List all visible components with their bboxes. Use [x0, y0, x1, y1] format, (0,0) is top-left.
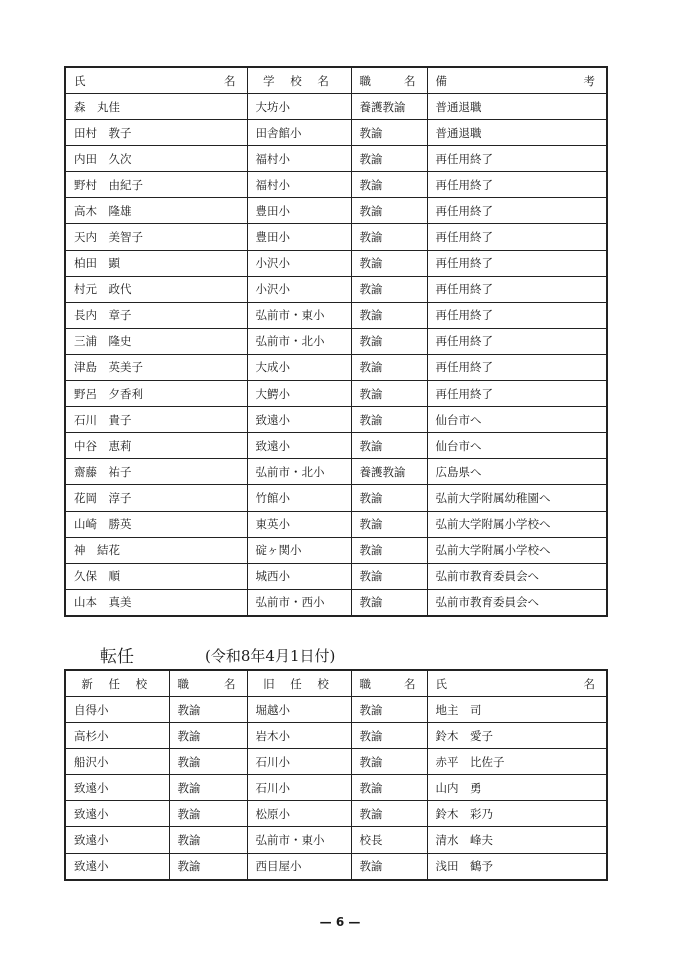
cell-name: 神 結花 [65, 537, 247, 563]
cell-school: 大坊小 [247, 94, 351, 120]
cell-name: 山崎 勝英 [65, 511, 247, 537]
cell-name: 柏田 顕 [65, 250, 247, 276]
cell-position: 教諭 [351, 250, 427, 276]
cell-name: 天内 美智子 [65, 224, 247, 250]
cell-school: 大鰐小 [247, 381, 351, 407]
cell-note: 仙台市へ [427, 433, 607, 459]
cell-name: 村元 政代 [65, 276, 247, 302]
cell-position: 教諭 [351, 853, 427, 880]
cell-position: 教諭 [351, 511, 427, 537]
cell-old-school: 石川小 [247, 749, 351, 775]
table-row [65, 563, 607, 589]
table-row [65, 697, 607, 723]
cell-new-school: 船沢小 [65, 749, 169, 775]
cell-school: 豊田小 [247, 224, 351, 250]
cell-old-school: 西目屋小 [247, 853, 351, 880]
cell-position: 教諭 [351, 120, 427, 146]
table-row [65, 354, 607, 380]
cell-position: 教諭 [169, 827, 247, 853]
cell-position: 教諭 [351, 328, 427, 354]
cell-position: 教諭 [351, 172, 427, 198]
cell-position: 教諭 [351, 537, 427, 563]
cell-position: 教諭 [351, 775, 427, 801]
table-row [65, 775, 607, 801]
cell-note: 弘前市教育委員会へ [427, 563, 607, 589]
cell-name: 中谷 恵莉 [65, 433, 247, 459]
cell-position: 教諭 [169, 749, 247, 775]
table-row [65, 224, 607, 250]
table-row [65, 853, 607, 880]
cell-school: 小沢小 [247, 250, 351, 276]
cell-school: 致遠小 [247, 433, 351, 459]
cell-old-school: 堀越小 [247, 697, 351, 723]
cell-name: 赤平 比佐子 [427, 749, 607, 775]
cell-position: 教諭 [169, 853, 247, 880]
cell-note: 再任用終了 [427, 276, 607, 302]
table-row [65, 120, 607, 146]
table-row [65, 407, 607, 433]
table-row [65, 198, 607, 224]
cell-school: 田舎館小 [247, 120, 351, 146]
cell-old-school: 弘前市・東小 [247, 827, 351, 853]
cell-school: 弘前市・北小 [247, 328, 351, 354]
cell-note: 弘前市教育委員会へ [427, 589, 607, 616]
cell-name: 内田 久次 [65, 146, 247, 172]
cell-new-school: 致遠小 [65, 775, 169, 801]
cell-name: 地主 司 [427, 697, 607, 723]
table-row [65, 328, 607, 354]
cell-position: 教諭 [351, 276, 427, 302]
cell-position: 教諭 [351, 381, 427, 407]
cell-new-school: 致遠小 [65, 801, 169, 827]
cell-name: 田村 教子 [65, 120, 247, 146]
table-row [65, 723, 607, 749]
cell-position: 教諭 [169, 697, 247, 723]
cell-position: 教諭 [351, 749, 427, 775]
table-row [65, 749, 607, 775]
cell-school: 豊田小 [247, 198, 351, 224]
cell-name: 浅田 鶴予 [427, 853, 607, 880]
header-new-school: 新 任 校 [65, 670, 169, 697]
transfer-section-title: 転任 [100, 647, 134, 667]
cell-note: 弘前大学附属幼稚園へ [427, 485, 607, 511]
cell-school: 弘前市・西小 [247, 589, 351, 616]
cell-note: 再任用終了 [427, 328, 607, 354]
cell-name: 野村 由紀子 [65, 172, 247, 198]
table-row [65, 511, 607, 537]
table-row [65, 276, 607, 302]
cell-position: 教諭 [169, 723, 247, 749]
table-row [65, 537, 607, 563]
cell-school: 弘前市・東小 [247, 302, 351, 328]
header-position-2: 職 名 [351, 670, 427, 697]
cell-school: 竹館小 [247, 485, 351, 511]
cell-note: 再任用終了 [427, 172, 607, 198]
cell-position: 教諭 [351, 146, 427, 172]
cell-name: 野呂 夕香利 [65, 381, 247, 407]
cell-position: 教諭 [351, 354, 427, 380]
cell-position: 教諭 [351, 407, 427, 433]
cell-school: 小沢小 [247, 276, 351, 302]
cell-school: 東英小 [247, 511, 351, 537]
cell-name: 齋藤 祐子 [65, 459, 247, 485]
cell-old-school: 松原小 [247, 801, 351, 827]
cell-old-school: 石川小 [247, 775, 351, 801]
cell-school: 城西小 [247, 563, 351, 589]
table-row [65, 801, 607, 827]
cell-name: 花岡 淳子 [65, 485, 247, 511]
cell-position: 教諭 [351, 563, 427, 589]
cell-position: 教諭 [351, 433, 427, 459]
cell-position: 教諭 [351, 485, 427, 511]
header-old-school: 旧 任 校 [247, 670, 351, 697]
header-position-1: 職 名 [169, 670, 247, 697]
header-name: 氏 名 [65, 67, 247, 94]
cell-note: 広島県へ [427, 459, 607, 485]
cell-position: 教諭 [351, 723, 427, 749]
cell-position: 教諭 [351, 302, 427, 328]
cell-school: 福村小 [247, 172, 351, 198]
cell-name: 長内 章子 [65, 302, 247, 328]
cell-note: 再任用終了 [427, 381, 607, 407]
page-number: — 6 — [319, 915, 361, 929]
retirement-table [64, 66, 608, 617]
cell-name: 山内 勇 [427, 775, 607, 801]
cell-name: 鈴木 彩乃 [427, 801, 607, 827]
cell-position: 教諭 [351, 224, 427, 250]
header-position: 職 名 [351, 67, 427, 94]
cell-note: 再任用終了 [427, 198, 607, 224]
cell-school: 大成小 [247, 354, 351, 380]
cell-note: 弘前大学附属小学校へ [427, 511, 607, 537]
header-school: 学 校 名 [247, 67, 351, 94]
cell-name: 高木 隆雄 [65, 198, 247, 224]
cell-note: 普通退職 [427, 120, 607, 146]
cell-note: 普通退職 [427, 94, 607, 120]
cell-note: 弘前大学附属小学校へ [427, 537, 607, 563]
cell-position: 教諭 [351, 801, 427, 827]
cell-name: 清水 峰夫 [427, 827, 607, 853]
cell-note: 再任用終了 [427, 224, 607, 250]
cell-new-school: 自得小 [65, 697, 169, 723]
table-row [65, 827, 607, 853]
cell-school: 弘前市・北小 [247, 459, 351, 485]
cell-school: 致遠小 [247, 407, 351, 433]
header-note: 備 考 [427, 67, 607, 94]
table-row [65, 146, 607, 172]
cell-name: 森 丸佳 [65, 94, 247, 120]
table-row [65, 459, 607, 485]
cell-position: 校長 [351, 827, 427, 853]
table-row [65, 94, 607, 120]
cell-note: 再任用終了 [427, 354, 607, 380]
cell-position: 教諭 [351, 589, 427, 616]
table-row [65, 302, 607, 328]
cell-school: 碇ヶ関小 [247, 537, 351, 563]
table-row [65, 250, 607, 276]
cell-new-school: 高杉小 [65, 723, 169, 749]
retirement-header-row [65, 67, 607, 94]
cell-position: 教諭 [169, 775, 247, 801]
cell-note: 再任用終了 [427, 250, 607, 276]
cell-name: 石川 貴子 [65, 407, 247, 433]
cell-name: 津島 英美子 [65, 354, 247, 380]
cell-position: 養護教諭 [351, 459, 427, 485]
table-row [65, 485, 607, 511]
cell-note: 再任用終了 [427, 302, 607, 328]
cell-name: 鈴木 愛子 [427, 723, 607, 749]
table-row [65, 433, 607, 459]
table-row [65, 381, 607, 407]
transfer-header-row [65, 670, 607, 697]
cell-school: 福村小 [247, 146, 351, 172]
transfer-section-date: (令和8年4月1日付) [205, 647, 336, 665]
cell-note: 仙台市へ [427, 407, 607, 433]
cell-name: 久保 順 [65, 563, 247, 589]
cell-name: 山本 真美 [65, 589, 247, 616]
cell-name: 三浦 隆史 [65, 328, 247, 354]
cell-note: 再任用終了 [427, 146, 607, 172]
cell-position: 教諭 [351, 198, 427, 224]
cell-new-school: 致遠小 [65, 853, 169, 880]
header-name: 氏 名 [427, 670, 607, 697]
cell-position: 教諭 [169, 801, 247, 827]
table-row [65, 589, 607, 616]
cell-position: 養護教諭 [351, 94, 427, 120]
cell-new-school: 致遠小 [65, 827, 169, 853]
transfer-table [64, 669, 608, 881]
cell-old-school: 岩木小 [247, 723, 351, 749]
cell-position: 教諭 [351, 697, 427, 723]
table-row [65, 172, 607, 198]
